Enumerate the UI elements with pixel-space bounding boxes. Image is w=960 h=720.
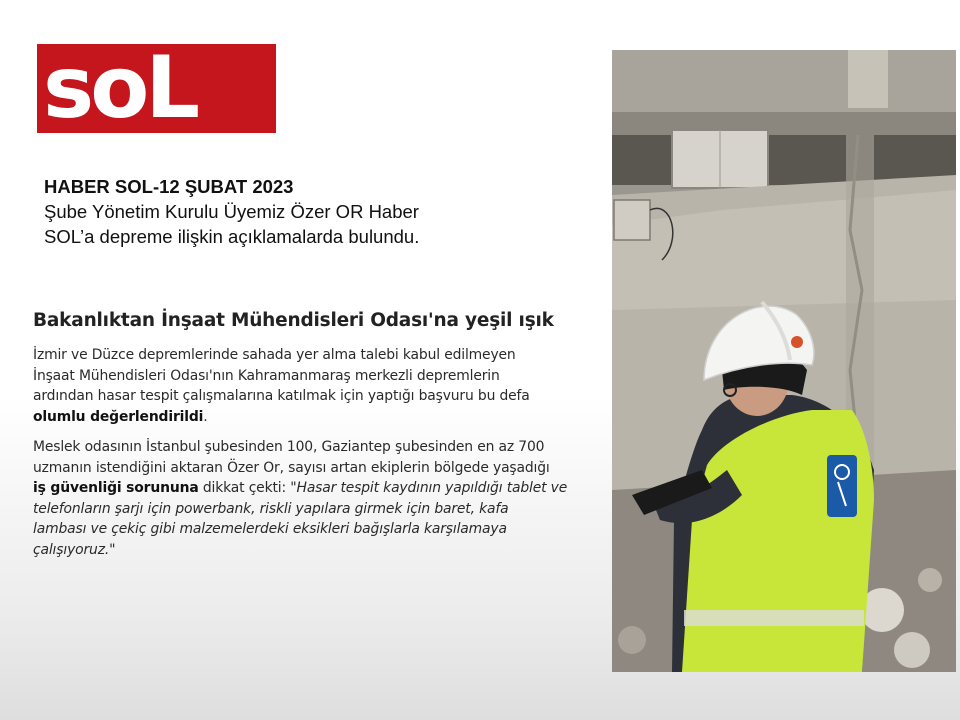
- article-p1-bold: olumlu değerlendirildi: [33, 408, 204, 425]
- article-p1-line: İnşaat Mühendisleri Odası'nın Kahramanmaraş merkezli depremlerin: [33, 367, 500, 384]
- electrical-box: [614, 200, 650, 240]
- article-p2-line: uzmanın istendiğini aktaran Özer Or, sayısı artan ekiplerin bölgede yaşadığı: [33, 459, 550, 476]
- news-caption: [44, 174, 564, 249]
- article-p2-line: çalışıyoruz.": [33, 541, 116, 558]
- sol-logo-text: soL: [43, 38, 197, 138]
- article-p2-bold: iş güvenliği sorununa: [33, 480, 199, 496]
- caption-line-2: SOL’a depreme ilişkin açıklamalarda bulundu.: [44, 226, 420, 247]
- article-clipping: [33, 310, 593, 570]
- article-p2-quote: "Hasar tespit kaydının yapıldığı tablet ve: [290, 480, 568, 496]
- ceiling-column: [848, 50, 888, 108]
- article-paragraph-2: [33, 437, 593, 560]
- article-p1-line: ardından hasar tespit çalışmalarına katılmak için yaptığı başvuru bu defa: [33, 388, 530, 404]
- engineer-photo-illustration: [612, 50, 956, 672]
- caption-heading: HABER SOL-12 ŞUBAT 2023: [44, 176, 294, 197]
- article-p2-mid: dikkat çekti:: [198, 480, 291, 496]
- ceiling-beam: [612, 112, 956, 137]
- sol-logo: [37, 38, 276, 138]
- article-title: Bakanlıktan İnşaat Mühendisleri Odası'na yeşil ışık: [33, 310, 554, 331]
- article-p1-line: [33, 407, 593, 428]
- article-p1-line: İzmir ve Düzce depremlerinde sahada yer alma talebi kabul edilmeyen: [33, 347, 516, 363]
- article-p2-line: telefonların şarjı için powerbank, riskli yapılara girmek için baret, kafa: [33, 500, 509, 517]
- caption-line-1: Şube Yönetim Kurulu Üyemiz Özer OR Haber: [44, 201, 419, 222]
- wall-cavity: [612, 135, 956, 185]
- article-p1-end: .: [203, 408, 208, 425]
- article-p2-line: Meslek odasının İstanbul şubesinden 100, Gaziantep şubesinden en az 700: [33, 439, 545, 455]
- article-paragraph-1: [33, 345, 593, 427]
- article-p2-line: lambası ve çekiç gibi malzemelerdeki eksikleri bağışlarla karşılamaya: [33, 521, 507, 537]
- helmet-strap-clip: [791, 336, 803, 348]
- engineer-photo: [612, 50, 956, 672]
- article-p2-line: [33, 478, 593, 499]
- vest-reflective-stripe: [684, 610, 864, 626]
